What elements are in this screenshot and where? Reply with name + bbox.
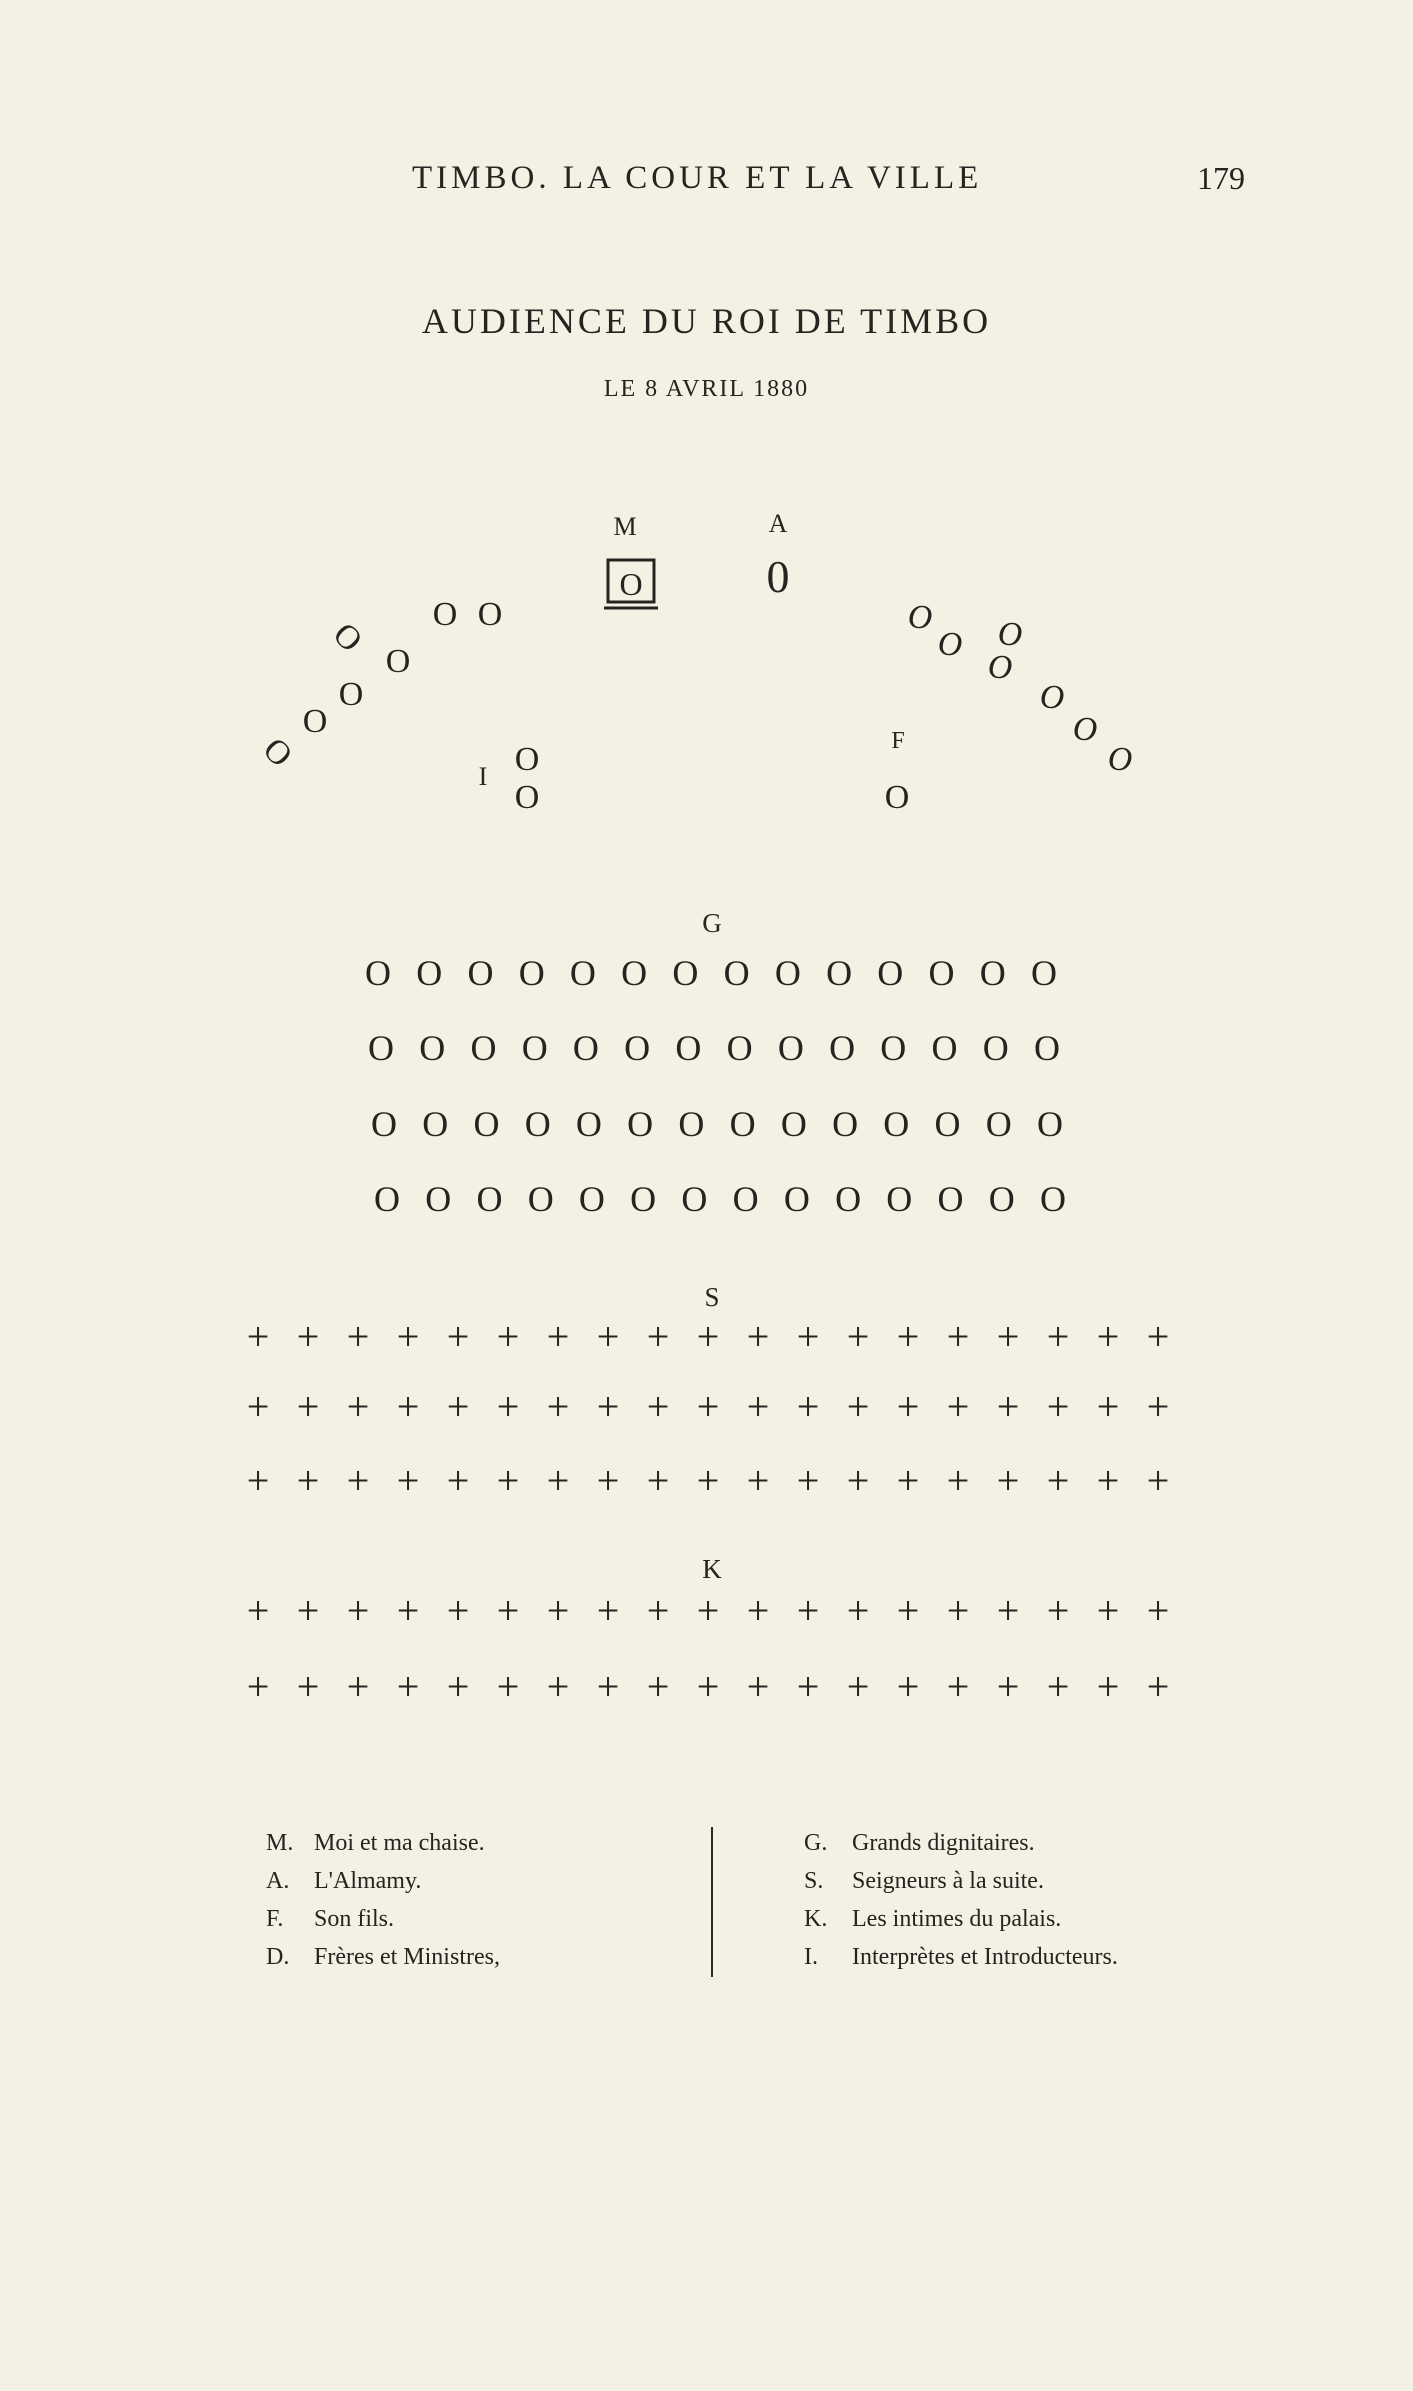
lord-symbol: + — [246, 1384, 270, 1429]
lord-symbol: + — [246, 1458, 270, 1503]
intimate-symbol: + — [846, 1588, 870, 1633]
lord-symbol: + — [1096, 1458, 1120, 1503]
lord-symbol: + — [1146, 1458, 1170, 1503]
lord-symbol: + — [596, 1458, 620, 1503]
legend-text: L'Almamy. — [314, 1868, 422, 1894]
dignitary-symbol: O — [783, 1179, 810, 1219]
minister-symbol: O — [937, 626, 963, 663]
intimate-symbol: + — [746, 1664, 770, 1709]
lord-symbol: + — [946, 1314, 970, 1359]
intimate-symbol: + — [796, 1664, 820, 1709]
lord-symbol: + — [896, 1384, 920, 1429]
dignitary-symbol: O — [527, 1179, 554, 1219]
legend-item — [266, 1866, 500, 1904]
legend-text: Les intimes du palais. — [852, 1906, 1062, 1932]
legend-text: Grands dignitaires. — [852, 1830, 1035, 1856]
intimate-symbol: + — [846, 1664, 870, 1709]
legend-text: Son fils. — [314, 1906, 395, 1932]
dignitary-symbol: O — [829, 1028, 856, 1068]
son-symbol: O — [884, 779, 910, 816]
lord-symbol: + — [896, 1458, 920, 1503]
lord-symbol: + — [596, 1384, 620, 1429]
lord-symbol: + — [746, 1458, 770, 1503]
intimate-symbol: + — [996, 1588, 1020, 1633]
lord-symbol: + — [546, 1314, 570, 1359]
dignitary-symbol: O — [627, 1104, 654, 1144]
dignitary-symbol: O — [569, 953, 596, 993]
lord-symbol: + — [496, 1314, 520, 1359]
legend-key: M. — [266, 1830, 294, 1856]
lord-symbol: + — [346, 1314, 370, 1359]
lord-symbol: + — [1046, 1458, 1070, 1503]
lord-symbol: + — [1096, 1314, 1120, 1359]
dignitary-symbol: O — [1040, 1179, 1066, 1219]
dignitary-symbol: O — [416, 953, 443, 993]
lord-symbol: + — [846, 1458, 870, 1503]
intimate-symbol: + — [396, 1588, 420, 1633]
legend-item — [804, 1904, 1118, 1942]
dignitary-symbol: O — [476, 1179, 503, 1219]
lord-symbol: + — [596, 1314, 620, 1359]
lord-symbol: + — [396, 1458, 420, 1503]
dignitary-symbol: O — [835, 1179, 862, 1219]
lord-symbol: + — [996, 1458, 1020, 1503]
dignitary-symbol: O — [675, 1028, 702, 1068]
legend-divider — [711, 1827, 713, 1977]
dignitary-symbol: O — [467, 953, 494, 993]
lord-symbol: + — [496, 1384, 520, 1429]
dignitary-symbol: O — [422, 1104, 449, 1144]
intimate-symbol: + — [696, 1588, 720, 1633]
dignitary-symbol: O — [374, 1179, 400, 1219]
intimate-symbol: + — [696, 1664, 720, 1709]
lord-symbol: + — [296, 1384, 320, 1429]
lord-symbol: + — [896, 1314, 920, 1359]
lord-symbol: + — [946, 1458, 970, 1503]
dignitary-symbol: O — [732, 1179, 759, 1219]
lord-symbol: + — [946, 1384, 970, 1429]
legend-text: Frères et Ministres, — [314, 1944, 500, 1970]
interpreter-symbol: O — [514, 741, 540, 778]
dignitary-symbol: O — [572, 1028, 599, 1068]
legend-key: G. — [804, 1830, 828, 1856]
dignitary-symbol: O — [985, 1104, 1012, 1144]
dignitary-symbol: O — [470, 1028, 497, 1068]
diagram-date: LE 8 AVRIL 1880 — [603, 376, 810, 402]
legend-key: S. — [804, 1868, 824, 1894]
lord-symbol: + — [1096, 1384, 1120, 1429]
intimate-symbol: + — [546, 1588, 570, 1633]
lord-symbol: + — [346, 1458, 370, 1503]
legend-right — [804, 1828, 1118, 1980]
minister-symbol: O — [432, 596, 458, 633]
dignitary-symbol: O — [928, 953, 955, 993]
dignitary-symbol: O — [774, 953, 801, 993]
dignitary-symbol: O — [678, 1104, 705, 1144]
intimate-symbol: + — [296, 1588, 320, 1633]
legend-key: A. — [266, 1868, 290, 1894]
intimate-symbol: + — [646, 1664, 670, 1709]
lord-symbol: + — [746, 1314, 770, 1359]
minister-symbol: O — [255, 730, 300, 775]
dignitary-symbol: O — [877, 953, 904, 993]
lord-symbol: + — [296, 1458, 320, 1503]
minister-symbol: O — [302, 703, 328, 740]
lord-symbol: + — [696, 1384, 720, 1429]
dignitary-symbol: O — [575, 1104, 602, 1144]
intimate-symbol: + — [946, 1588, 970, 1633]
label-m: M — [613, 512, 637, 541]
intimate-symbol: + — [446, 1664, 470, 1709]
almamy-symbol: 0 — [766, 551, 790, 602]
legend-left — [266, 1828, 500, 1980]
dignitary-symbol: O — [630, 1179, 657, 1219]
intimate-symbol: + — [896, 1664, 920, 1709]
intimate-symbol: + — [996, 1664, 1020, 1709]
legend-key: F. — [266, 1906, 284, 1932]
legend-item — [266, 1942, 500, 1980]
intimate-symbol: + — [1096, 1664, 1120, 1709]
dignitary-symbol: O — [726, 1028, 753, 1068]
label-k: K — [702, 1554, 722, 1584]
lord-symbol: + — [796, 1458, 820, 1503]
legend-key: D. — [266, 1944, 290, 1970]
intimate-symbol: + — [346, 1588, 370, 1633]
lord-symbol: + — [646, 1314, 670, 1359]
dignitary-symbol: O — [777, 1028, 804, 1068]
dignitary-symbol: O — [1031, 953, 1057, 993]
lord-symbol: + — [796, 1384, 820, 1429]
label-i: I — [478, 762, 488, 791]
dignitary-symbol: O — [524, 1104, 551, 1144]
lord-symbol: + — [246, 1314, 270, 1359]
intimate-symbol: + — [646, 1588, 670, 1633]
legend-text: Moi et ma chaise. — [314, 1830, 485, 1856]
dignitary-symbol: O — [518, 953, 545, 993]
intimate-symbol: + — [396, 1664, 420, 1709]
label-g: G — [702, 908, 722, 938]
minister-symbol: O — [1107, 741, 1133, 778]
intimate-symbol: + — [746, 1588, 770, 1633]
dignitary-symbol: O — [880, 1028, 907, 1068]
intimate-symbol: + — [1046, 1664, 1070, 1709]
intimate-symbol: + — [346, 1664, 370, 1709]
minister-symbol: O — [325, 615, 370, 660]
minister-symbol: O — [1072, 711, 1098, 748]
dignitary-symbol: O — [521, 1028, 548, 1068]
dignitary-symbol: O — [931, 1028, 958, 1068]
lord-symbol: + — [546, 1384, 570, 1429]
dignitary-symbol: O — [988, 1179, 1015, 1219]
dignitary-symbol: O — [934, 1104, 961, 1144]
label-s: S — [704, 1282, 720, 1312]
lord-symbol: + — [346, 1384, 370, 1429]
legend-item — [266, 1828, 500, 1866]
minister-symbol: O — [987, 649, 1013, 686]
dignitary-symbol: O — [883, 1104, 910, 1144]
page-number: 179 — [1197, 160, 1245, 196]
lord-symbol: + — [996, 1384, 1020, 1429]
dignitary-symbol: O — [419, 1028, 446, 1068]
intimate-symbol: + — [796, 1588, 820, 1633]
lord-symbol: + — [696, 1458, 720, 1503]
intimate-symbol: + — [596, 1664, 620, 1709]
dignitary-symbol: O — [368, 1028, 394, 1068]
dignitary-symbol: O — [729, 1104, 756, 1144]
dignitary-symbol: O — [979, 953, 1006, 993]
dignitary-symbol: O — [681, 1179, 708, 1219]
label-a: A — [768, 509, 788, 538]
lord-symbol: + — [396, 1314, 420, 1359]
legend-key: K. — [804, 1906, 828, 1932]
lord-symbol: + — [646, 1384, 670, 1429]
dignitary-symbol: O — [886, 1179, 913, 1219]
dignitary-symbol: O — [937, 1179, 964, 1219]
legend-key: I. — [804, 1944, 818, 1970]
chair-symbol: O — [619, 566, 643, 602]
running-title: TIMBO. LA COUR ET LA VILLE — [412, 160, 983, 196]
lord-symbol: + — [996, 1314, 1020, 1359]
legend-item — [804, 1866, 1118, 1904]
lord-symbol: + — [846, 1314, 870, 1359]
lord-symbol: + — [1046, 1314, 1070, 1359]
dignitary-symbol: O — [723, 953, 750, 993]
intimate-symbol: + — [1146, 1588, 1170, 1633]
lord-symbol: + — [296, 1314, 320, 1359]
lord-symbol: + — [496, 1458, 520, 1503]
lord-symbol: + — [396, 1384, 420, 1429]
lord-symbol: + — [546, 1458, 570, 1503]
intimate-symbol: + — [446, 1588, 470, 1633]
intimate-symbol: + — [1146, 1664, 1170, 1709]
lord-symbol: + — [846, 1384, 870, 1429]
dignitary-symbol: O — [371, 1104, 397, 1144]
minister-symbol: O — [477, 596, 503, 633]
minister-symbol: O — [338, 676, 364, 713]
lord-symbol: + — [1146, 1384, 1170, 1429]
intimate-symbol: + — [296, 1664, 320, 1709]
intimate-symbol: + — [1046, 1588, 1070, 1633]
intimate-symbol: + — [246, 1664, 270, 1709]
lord-symbol: + — [446, 1384, 470, 1429]
dignitary-symbol: O — [473, 1104, 500, 1144]
diagram-title: AUDIENCE DU ROI DE TIMBO — [421, 301, 992, 341]
minister-symbol: O — [1039, 679, 1065, 716]
dignitary-symbol: O — [621, 953, 648, 993]
dignitary-symbol: O — [578, 1179, 605, 1219]
intimate-symbol: + — [1096, 1588, 1120, 1633]
interpreter-symbol: O — [514, 779, 540, 816]
dignitary-symbol: O — [826, 953, 853, 993]
lord-symbol: + — [446, 1314, 470, 1359]
legend-text: Interprètes et Introducteurs. — [852, 1944, 1118, 1970]
dignitary-symbol: O — [425, 1179, 452, 1219]
lord-symbol: + — [696, 1314, 720, 1359]
intimate-symbol: + — [496, 1588, 520, 1633]
minister-symbol: O — [385, 643, 411, 680]
lord-symbol: + — [1146, 1314, 1170, 1359]
lord-symbol: + — [646, 1458, 670, 1503]
intimate-symbol: + — [946, 1664, 970, 1709]
dignitary-symbol: O — [982, 1028, 1009, 1068]
intimate-symbol: + — [546, 1664, 570, 1709]
dignitary-symbol: O — [672, 953, 699, 993]
intimate-symbol: + — [596, 1588, 620, 1633]
lord-symbol: + — [1046, 1384, 1070, 1429]
dignitary-symbol: O — [1034, 1028, 1060, 1068]
lord-symbol: + — [446, 1458, 470, 1503]
dignitary-symbol: O — [1037, 1104, 1063, 1144]
minister-symbol: O — [997, 616, 1023, 653]
legend-text: Seigneurs à la suite. — [852, 1868, 1044, 1894]
dignitary-symbol: O — [365, 953, 391, 993]
lord-symbol: + — [746, 1384, 770, 1429]
lord-symbol: + — [796, 1314, 820, 1359]
label-f: F — [891, 728, 905, 754]
dignitary-symbol: O — [832, 1104, 859, 1144]
intimate-symbol: + — [246, 1588, 270, 1633]
legend-item — [804, 1942, 1118, 1980]
intimate-symbol: + — [496, 1664, 520, 1709]
legend-item — [266, 1904, 500, 1942]
dignitary-symbol: O — [780, 1104, 807, 1144]
intimate-symbol: + — [896, 1588, 920, 1633]
legend-item — [804, 1828, 1118, 1866]
dignitary-symbol: O — [624, 1028, 651, 1068]
minister-symbol: O — [907, 599, 933, 636]
